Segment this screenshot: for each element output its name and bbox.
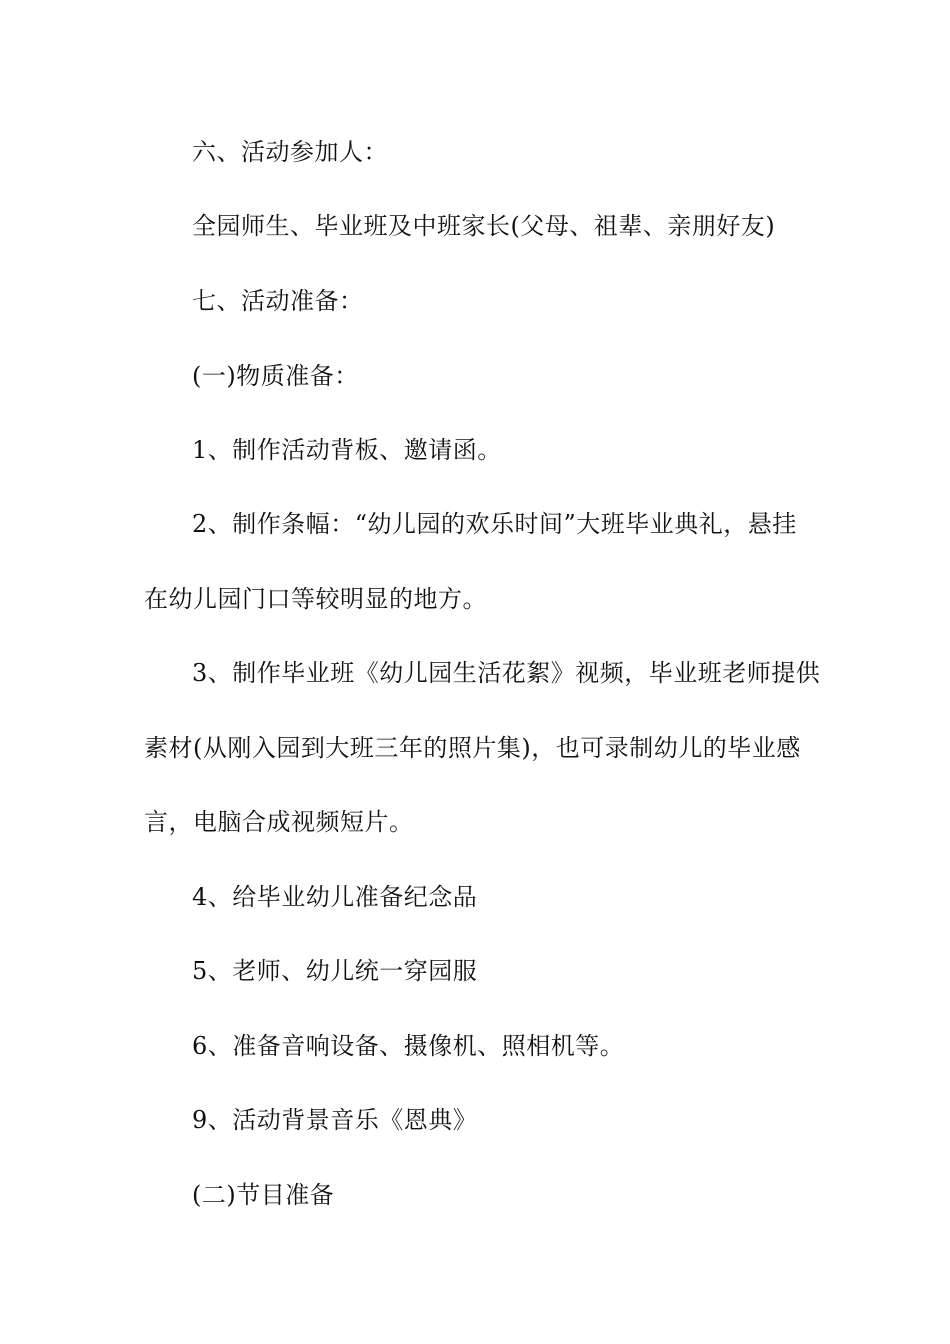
list-item-3: 3、制作毕业班《幼儿园生活花絮》视频，毕业班老师提供 (192, 659, 821, 687)
list-item-2: 2、制作条幅：“幼儿园的欢乐时间”大班毕业典礼，悬挂 (192, 510, 797, 538)
heading-preparation: 七、活动准备： (192, 287, 364, 315)
list-item-9: 9、活动背景音乐《恩典》 (192, 1106, 478, 1134)
list-item-3-continued-1: 素材(从刚入园到大班三年的照片集)，也可录制幼儿的毕业感 (144, 734, 801, 762)
list-item-5: 5、老师、幼儿统一穿园服 (192, 957, 478, 985)
list-item-1: 1、制作活动背板、邀请函。 (192, 436, 502, 464)
subheading-material-preparation: (一)物质准备： (192, 362, 359, 390)
list-item-4: 4、给毕业幼儿准备纪念品 (192, 883, 478, 911)
subheading-program-preparation: (二)节目准备 (192, 1181, 335, 1209)
list-item-2-continued: 在幼儿园门口等较明显的地方。 (144, 585, 487, 613)
heading-participants: 六、活动参加人： (192, 138, 388, 166)
paragraph-participants: 全园师生、毕业班及中班家长(父母、祖辈、亲朋好友) (192, 212, 776, 240)
list-item-3-continued-2: 言，电脑合成视频短片。 (144, 808, 414, 836)
list-item-6: 6、准备音响设备、摄像机、照相机等。 (192, 1032, 625, 1060)
